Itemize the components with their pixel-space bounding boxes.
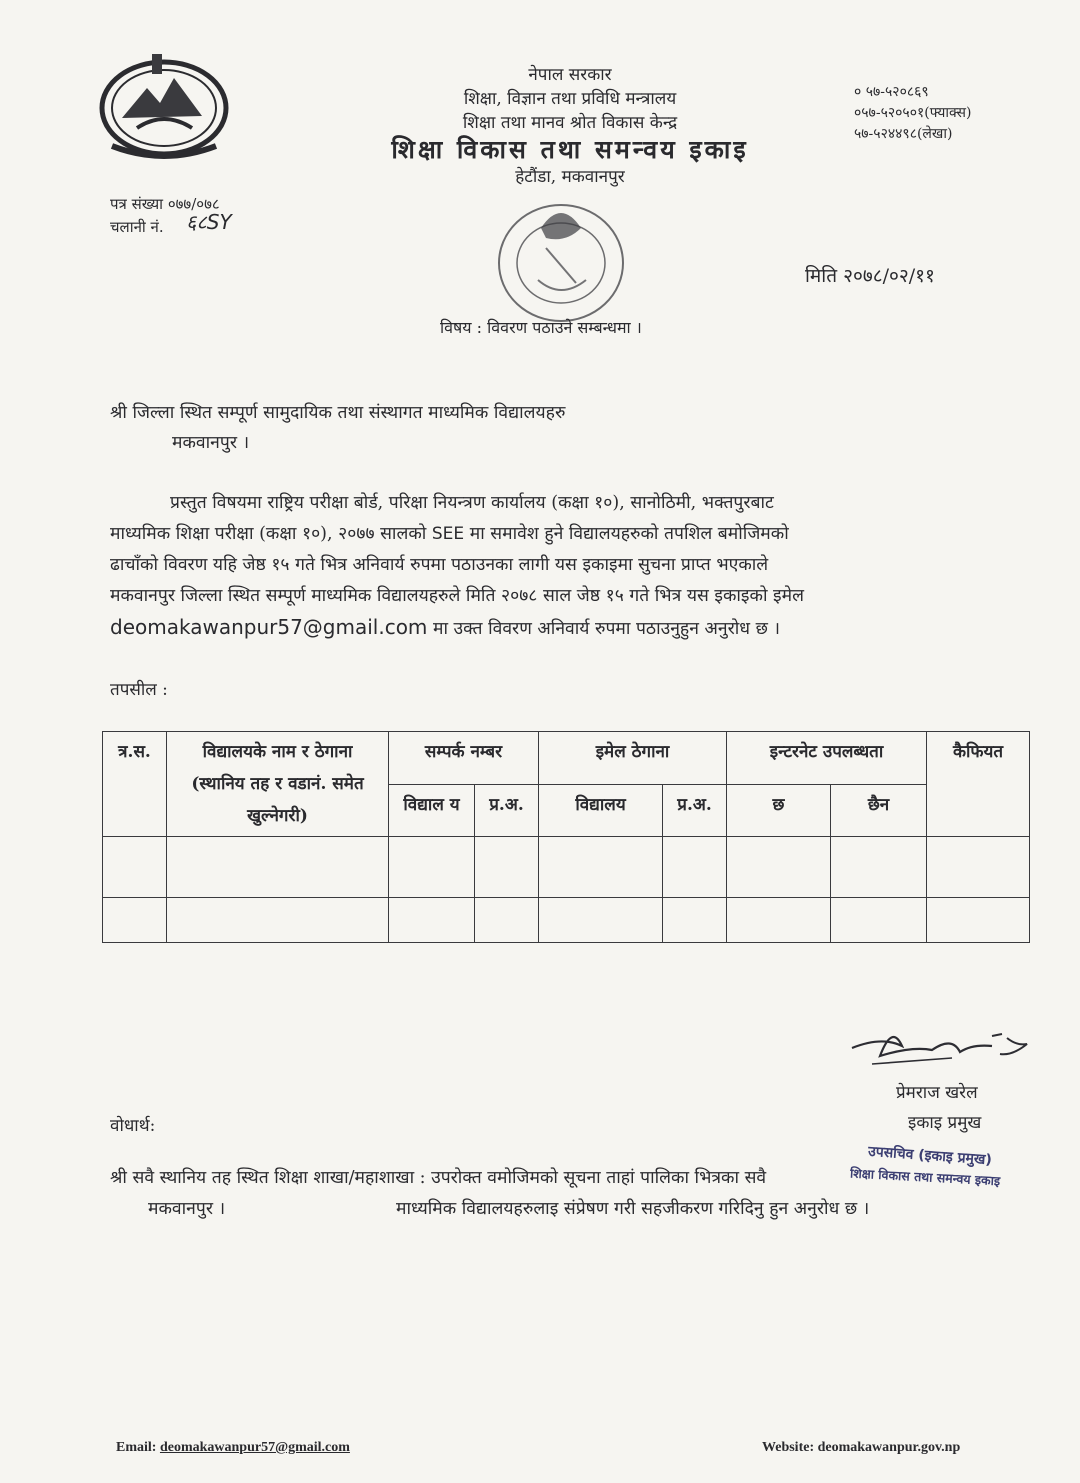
body-line-4: मकवानपुर जिल्ला स्थित सम्पूर्ण माध्यमिक विद्यालयहरुले मिति २०७८ साल जेष्ठ १५ गते भित्र यस इकाइको इमेल <box>110 586 804 606</box>
see-abbrev: SEE <box>431 524 465 544</box>
signature-image <box>842 1016 1032 1072</box>
col-internet-yes: छ <box>727 784 831 837</box>
body-email: deomakawanpur57@gmail.com <box>110 615 428 639</box>
table-header-row <box>103 732 1030 785</box>
col-school <box>167 732 389 837</box>
details-table <box>102 731 1030 943</box>
footer-website-label: Website: <box>762 1440 815 1455</box>
body-line-2-start: माध्यमिक शिक्षा परीक्षा (कक्षा १०), २०७७ सालको <box>110 524 427 544</box>
cc-label: वोधार्थ: <box>110 1116 156 1136</box>
body-line-2 <box>110 519 1032 549</box>
letter-date: मिति २०७८/०२/११ <box>805 265 935 287</box>
stamp-line-2: शिक्षा विकास तथा समन्वय इकाइ <box>849 1165 1001 1189</box>
phone-accounts: ५७-५२४४९८(लेखा) <box>854 126 953 142</box>
phone-fax: ०५७-५२०५०१(फ्याक्स) <box>854 105 972 121</box>
col-email: इमेल ठेगाना <box>539 732 727 785</box>
col-contact-head: प्र.अ. <box>475 784 539 837</box>
unit-title: शिक्षा विकास तथा समन्वय इकाइ <box>391 135 749 164</box>
body-line-2-end: मा समावेश हुने विद्यालयहरुको तपशिल बमोजिमको <box>469 524 789 544</box>
col-serial: त्र.स. <box>103 732 167 837</box>
col-school-note: (स्थानिय तह र वडानं. समेत खुल्नेगरी) <box>191 774 364 826</box>
col-internet-no: छैन <box>831 784 927 837</box>
body-line-3: ढाचाँको विवरण यहि जेष्ठ १५ गते भित्र अनिवार्य रुपमा पठाउनका लागी यस इकाइमा सुचना प्राप्त भएकाले <box>110 555 769 575</box>
footer-email-link[interactable]: deomakawanpur57@gmail.com <box>159 1440 350 1455</box>
ministry-name: शिक्षा, विज्ञान तथा प्रविधि मन्त्रालय <box>463 89 677 109</box>
gov-name: नेपाल सरकार <box>528 65 612 85</box>
addressee-line-2: मकवानपुर । <box>172 433 250 453</box>
table-row <box>103 898 1030 943</box>
col-email-school: विद्यालय <box>539 784 663 837</box>
body-line-1: प्रस्तुत विषयमा राष्ट्रिय परीक्षा बोर्ड, परिक्षा नियन्त्रण कार्यालय (कक्षा १०), सानोठिमी, भक्तपुरबाट <box>170 493 774 513</box>
footer-website-link[interactable]: deomakawanpur.gov.np <box>817 1440 961 1455</box>
body-line-5 <box>110 612 1032 644</box>
col-school-title: विद्यालयके नाम र ठेगाना <box>202 742 353 762</box>
col-contact: सम्पर्क नम्बर <box>389 732 539 785</box>
body-line-5-end: मा उक्त विवरण अनिवार्य रुपमा पठाउनुहुन अनुरोध छ । <box>433 619 781 639</box>
cc-line-2-place: मकवानपुर । <box>148 1199 226 1219</box>
tapsil-label: तपसील : <box>110 680 168 700</box>
col-email-head: प्र.अ. <box>663 784 727 837</box>
table-row <box>103 837 1030 898</box>
dispatch-label: चलानी नं. <box>110 218 164 236</box>
nepal-emblem-logo <box>92 48 236 164</box>
centre-name: शिक्षा तथा मानव श्रोत विकास केन्द्र <box>462 113 678 133</box>
footer-email <box>116 1440 476 1456</box>
col-internet: इन्टरनेट उपलब्धता <box>727 732 927 785</box>
office-location: हेटौंडा, मकवानपुर <box>515 167 625 187</box>
col-remarks: कैफियत <box>927 732 1030 837</box>
stamp-line-1: उपसचिव (इकाइ प्रमुख) <box>867 1143 993 1169</box>
letter-subject: विषय : विवरण पठाउने सम्बन्धमा । <box>440 318 642 337</box>
signatory-title: इकाइ प्रमुख <box>908 1113 982 1133</box>
dispatch-number: ६८SY <box>186 210 232 234</box>
phone-primary: ० ५७-५२०८६९ <box>854 84 929 100</box>
col-contact-school: विद्याल य <box>389 784 475 837</box>
signatory-name: प्रेमराज खरेल <box>896 1083 978 1103</box>
addressee-line-1: श्री जिल्ला स्थित सम्पूर्ण सामुदायिक तथा संस्थागत माध्यमिक विद्यालयहरु <box>110 403 566 423</box>
footer-website <box>762 1440 1022 1456</box>
footer-email-label: Email: <box>116 1440 157 1455</box>
cc-line-2-text: माध्यमिक विद्यालयहरुलाइ संप्रेषण गरी सहजीकरण गरिदिनु हुन अनुरोध छ । <box>396 1199 870 1219</box>
cc-line-1: श्री सवै स्थानिय तह स्थित शिक्षा शाखा/महाशाखा : उपरोक्त वमोजिमको सूचना ताहां पालिका भित्रका सवै <box>110 1168 767 1188</box>
letter-number: पत्र संख्या ०७७/०७८ <box>110 195 220 213</box>
